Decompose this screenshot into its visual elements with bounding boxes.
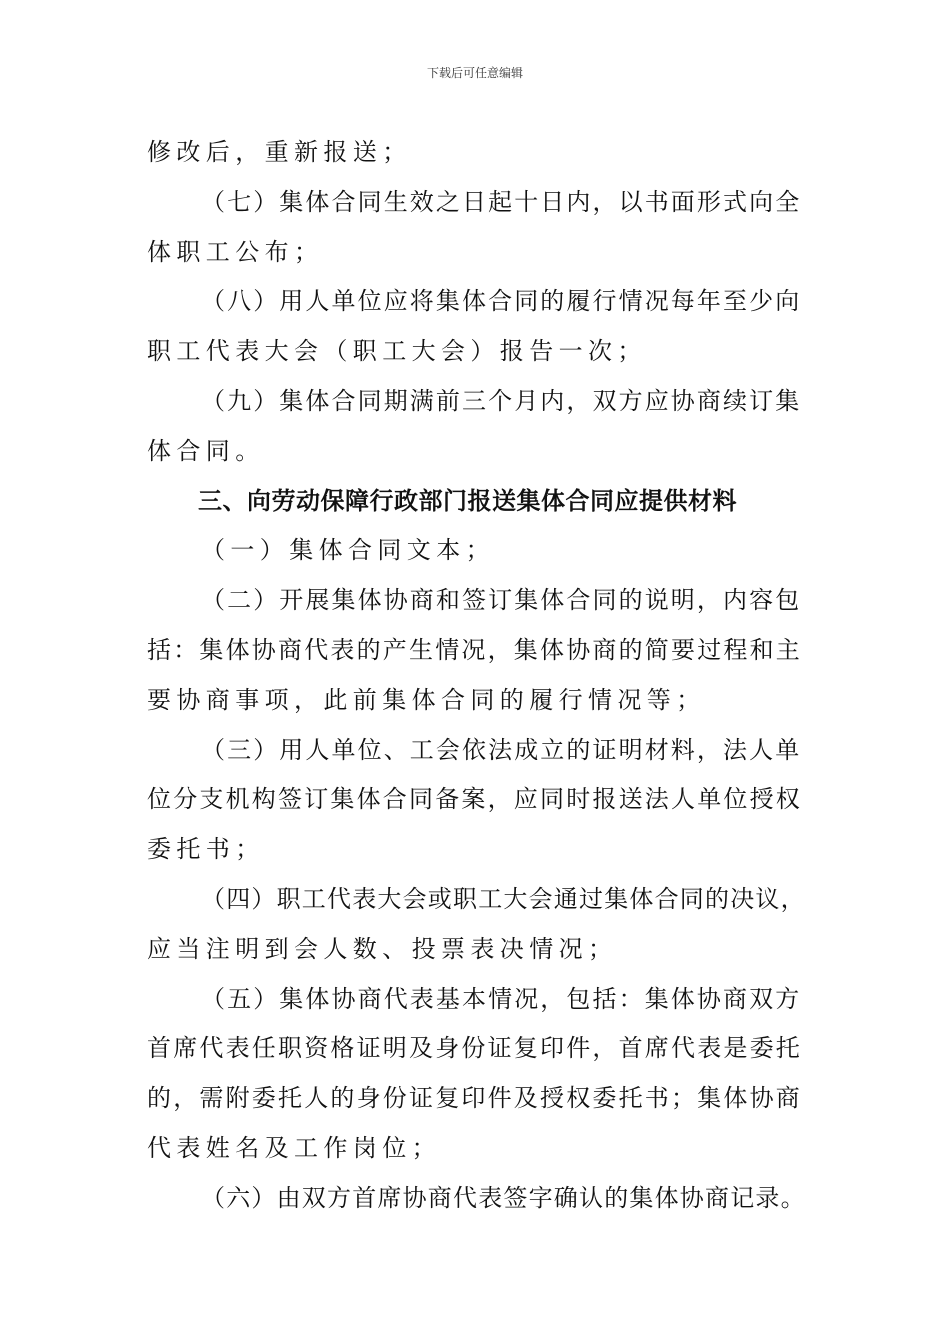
paragraph-line: （三）用人单位、工会依法成立的证明材料，法人单 [201,735,802,764]
paragraph-line: 代表姓名及工作岗位； [147,1133,441,1162]
paragraph-line: （六）由双方首席协商代表签字确认的集体协商记录。 [201,1183,806,1212]
paragraph-line: 委托书； [147,835,265,864]
page-header: 下载后可任意编辑 [426,66,523,80]
section-heading: 三、向劳动保障行政部门报送集体合同应提供材料 [198,486,737,515]
paragraph-line: （七）集体合同生效之日起十日内，以书面形式向全 [201,187,802,216]
paragraph-line: （八）用人单位应将集体合同的履行情况每年至少向 [201,287,802,316]
paragraph-line: 应当注明到会人数、投票表决情况； [147,934,618,963]
paragraph-line: 修改后，重新报送； [147,138,412,166]
paragraph-line: （四）职工代表大会或职工大会通过集体合同的决议， [201,884,806,913]
paragraph-line: 的，需附委托人的身份证复印件及授权委托书；集体协商 [147,1084,802,1113]
paragraph-line: 要协商事项，此前集体合同的履行情况等； [147,685,706,714]
paragraph-line: 括：集体协商代表的产生情况，集体协商的简要过程和主 [147,635,802,664]
paragraph-line: （九）集体合同期满前三个月内，双方应协商续订集 [201,386,802,415]
paragraph-line: 体合同。 [147,436,265,465]
paragraph-line: 职工代表大会（职工大会）报告一次； [147,337,647,366]
paragraph-line: （一）集体合同文本； [201,536,495,565]
paragraph-line: （五）集体协商代表基本情况，包括：集体协商双方 [201,984,802,1013]
paragraph-line: 位分支机构签订集体合同备案，应同时报送法人单位授权 [147,785,802,814]
document-body [147,128,807,1224]
paragraph-line: 首席代表任职资格证明及身份证复印件，首席代表是委托 [147,1034,802,1063]
paragraph-line: （二）开展集体协商和签订集体合同的说明，内容包 [201,586,802,615]
paragraph-line: 体职工公布； [147,237,324,266]
